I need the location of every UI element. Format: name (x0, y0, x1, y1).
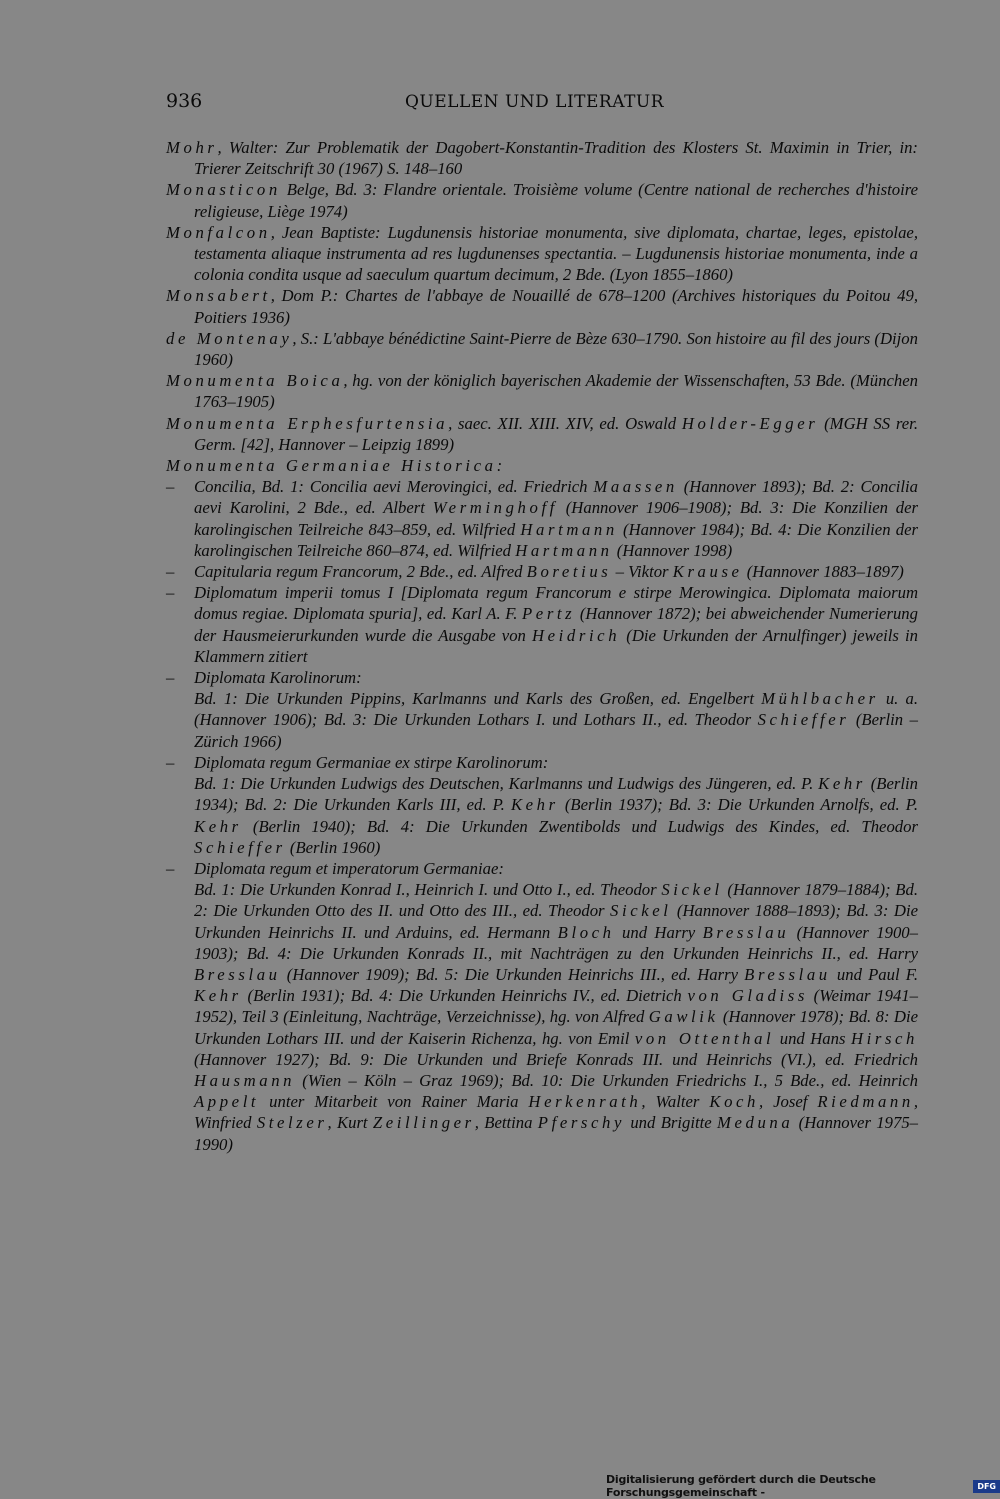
editor-name: Bresslau (194, 964, 281, 984)
entry-text: , Jean Baptiste: Lugdunensis historiae monumenta, sive diplomata, chartae, leges, epistolae, testamenta aliaque instrumenta ad res lugdunenses spectantia. – Lugdunensis historiae monumenta, inde a colonia condita usque ad saeculum quartum decimum, 2 Bde. (Lyon 1855–1860) (194, 222, 918, 285)
entry-text: Bd. 1: Die Urkunden Ludwigs des Deutschen, Karlmanns und Ludwigs des Jüngeren, ed. P. (194, 774, 819, 794)
editor-name: Meduna (717, 1113, 794, 1133)
entry-text: , saec. XII. XIII. XIV, ed. Oswald (448, 413, 682, 433)
editor-name: Mühlbacher (761, 689, 879, 709)
entry-text: (Hannover 1879–1884); Bd. 2: Die Urkunden Otto des II. und Otto des III., ed. Theodor (194, 880, 918, 921)
entry-text: (Berlin 1940); Bd. 4: Die Urkunden Zwentibolds und Ludwigs des Kindes, ed. Theodor (241, 816, 918, 836)
entry-text: (Hannover 1984); Bd. 4: Die Konzilien der karolingischen Teilreiche 860–874, ed. Wilfried (194, 519, 918, 560)
editor-name: Hartmann (520, 519, 618, 539)
entry-text: , Bettina (474, 1113, 538, 1133)
bib-entry-monfalcon (166, 222, 918, 286)
editor-name: Kehr (194, 986, 242, 1006)
entry-text: , Winfried (194, 1092, 918, 1133)
bib-entry-monasticon (166, 179, 918, 221)
mgh-series-item (166, 858, 918, 879)
mgh-series-item (166, 476, 918, 561)
mgh-series-item (166, 752, 918, 773)
entry-text: , Walter (641, 1092, 710, 1112)
editor-name: Koch (709, 1092, 759, 1112)
editor-name: Bresslau (744, 964, 831, 984)
editor-name: Kehr (818, 774, 866, 794)
author-name: Monasticon (166, 180, 281, 200)
bib-entry-monumenta-erphesfurtensia (166, 413, 918, 455)
editor-name: Heidrich (532, 625, 621, 645)
name-prefix: de (166, 328, 197, 348)
mgh-series-item (166, 561, 918, 582)
entry-text: (MGH SS rer. Germ. [42], Hannover – Leipzig 1899) (194, 413, 918, 454)
mgh-series-item (166, 667, 918, 688)
editor-name: Kehr (510, 795, 559, 815)
entry-text: , Kurt (327, 1113, 373, 1133)
entry-text: Diplomata regum Germaniae ex stirpe Karolinorum: (194, 752, 549, 772)
entry-text: u. a. (Hannover 1906); Bd. 3: Die Urkunden Lothars I. und Lothars II., ed. Theodor (194, 689, 918, 730)
entry-text: Capitularia regum Francorum, 2 Bde., ed. Alfred (194, 562, 527, 582)
author-name: Monsabert (166, 286, 271, 306)
footer (606, 1473, 1000, 1499)
bib-entry-mgh (166, 455, 918, 476)
running-title: QUELLEN UND LITERATUR (405, 92, 665, 112)
editor-name: von Gladiss (687, 986, 808, 1006)
entry-text: : (496, 456, 503, 476)
mgh-series-list (166, 476, 918, 1155)
entry-text: , Josef (758, 1092, 818, 1112)
entry-text: unter Mitarbeit von Rainer Maria (259, 1092, 529, 1112)
mgh-series-volumes (166, 688, 918, 752)
entry-text: (Hannover 1893); Bd. 2: Concilia aevi Karolini, 2 Bde., ed. Albert (194, 477, 919, 518)
editor-name: Gawlik (648, 1007, 719, 1027)
editor-name: Sickel (610, 901, 672, 921)
entry-text: (Hannover 1900–1903); Bd. 4: Die Urkunden Konrads II., mit Nachträgen zu den Urkunden Heinrichs II., ed. Harry (194, 922, 918, 963)
entry-text: Diplomata Karolinorum: (194, 668, 362, 688)
editor-name: Maassen (593, 477, 678, 497)
editor-name: von Ottenthal (634, 1028, 775, 1048)
entry-text: , hg. von der königlich bayerischen Akademie der Wissenschaften, 53 Bde. (München 1763–1905) (194, 371, 918, 412)
entry-text: , Dom P.: Chartes de l'abbaye de Nouaillé de 678–1200 (Archives historiques du Poitou 49, Poitiers 1936) (194, 286, 918, 327)
author-name: Montenay (196, 328, 293, 348)
bib-entry-montenay (166, 328, 918, 370)
entry-text: , Walter: Zur Problematik der Dagobert-Konstantin-Tradition des Klosters St. Maximin in Trier, in: Trierer Zeitschrift 30 (1967) S. 148–160 (194, 138, 918, 179)
editor-name: Stelzer (256, 1113, 328, 1133)
editor-name: Hartmann (515, 540, 613, 560)
dash-marker: – (166, 858, 175, 878)
entry-text: (Berlin 1934); Bd. 2: Die Urkunden Karls III, ed. P. (194, 774, 918, 815)
entry-text: (Hannover 1906–1908); Bd. 3: Die Konzilien der karolingischen Teilreiche 843–859, ed. Wilfried (194, 498, 919, 539)
editor-name: Krause (672, 562, 743, 582)
entry-text: Bd. 1: Die Urkunden Konrad I., Heinrich I. und Otto I., ed. Theodor (194, 880, 662, 900)
dash-marker: – (166, 583, 175, 603)
editor-name: Schieffer (194, 837, 286, 857)
entry-text: Diplomata regum et imperatorum Germaniae: (194, 858, 504, 878)
entry-text: (Hannover 1883–1897) (742, 562, 904, 582)
editor-name: Boretius (526, 562, 612, 582)
entry-text: (Weimar 1941–1952), Teil 3 (Einleitung, Nachträge, Verzeichnisse), hg. von Alfred (194, 986, 919, 1027)
author-name: Monfalcon (166, 222, 271, 242)
mgh-series-volumes (166, 879, 918, 1155)
entry-text: Belge, Bd. 3: Flandre orientale. Troisième volume (Centre national de recherches d'histoire religieuse, Liège 1974) (194, 180, 918, 221)
entry-text: Diplomatum imperii tomus I [Diplomata regum Francorum e stirpe Merowingica. Diplomata maiorum domus regiae. Diplomata spuria], ed. Karl A. F. (194, 583, 918, 624)
mgh-series-item (166, 582, 918, 667)
entry-text: (Hannover 1909); Bd. 5: Die Urkunden Heinrichs III., ed. Harry (280, 964, 745, 984)
bibliography (166, 137, 918, 1155)
author-name: Monumenta Boica (166, 371, 344, 391)
editor-name: Schieffer (757, 710, 850, 730)
footer-text: Digitalisierung gefördert durch die Deutsche Forschungsgemeinschaft - (606, 1473, 876, 1499)
dash-marker: – (166, 562, 175, 582)
entry-text: (Berlin – Zürich 1966) (194, 710, 918, 751)
dfg-logo: DFG (973, 1480, 1000, 1493)
editor-name: Riedmann (817, 1092, 914, 1112)
entry-text: (Hannover 1978); Bd. 8: Die Urkunden Lothars III. und der Kaiserin Richenza, hg. von Emil (194, 1007, 919, 1048)
bib-entry-mohr (166, 137, 918, 179)
editor-name: Pferschy (537, 1113, 625, 1133)
editor-name: Holder-Egger (681, 413, 819, 433)
entry-text: (Hannover 1872); bei abweichender Numerierung der Hausmeierurkunden wurde die Ausgabe von (194, 604, 918, 645)
editor-name: Kehr (194, 816, 242, 836)
entry-text: (Hannover 1975–1990) (194, 1113, 919, 1154)
entry-text: (Berlin 1937); Bd. 3: Die Urkunden Arnolfs, ed. P. (558, 795, 918, 815)
entry-text: (Wien – Köln – Graz 1969); Bd. 10: Die Urkunden Friedrichs I., 5 Bde., ed. Heinrich (295, 1070, 918, 1090)
bib-entry-monumenta-boica (166, 370, 918, 412)
entry-text: und Paul F. (830, 964, 918, 984)
entry-text: (Hannover 1927); Bd. 9: Die Urkunden und Briefe Konrads III. und Heinrichs (VI.), ed. Friedrich (194, 1049, 918, 1069)
entry-text: Concilia, Bd. 1: Concilia aevi Merovingici, ed. Friedrich (194, 477, 594, 497)
entry-text: – Viktor (611, 562, 673, 582)
editor-name: Werminghoff (432, 498, 558, 518)
editor-name: Bloch (557, 922, 615, 942)
author-name: Monumenta Erphesfurtensia (166, 413, 449, 433)
editor-name: Sickel (661, 880, 723, 900)
entry-text: (Hannover 1888–1893); Bd. 3: Die Urkunden Heinrichs II. und Arduins, ed. Hermann (194, 901, 919, 942)
editor-name: Hirsch (850, 1028, 918, 1048)
editor-name: Pertz (522, 604, 576, 624)
author-name: Monumenta Germaniae Historica (166, 456, 497, 476)
entry-text: und Brigitte (624, 1113, 718, 1133)
dash-marker: – (166, 477, 175, 497)
page-number: 936 (166, 90, 203, 112)
dash-marker: – (166, 752, 175, 772)
entry-text: (Berlin 1960) (285, 837, 381, 857)
entry-text: und Harry (614, 922, 703, 942)
editor-name: Appelt (194, 1092, 260, 1112)
dash-marker: – (166, 668, 175, 688)
bib-entry-monsabert (166, 285, 918, 327)
entry-text: (Die Urkunden der Arnulfinger) jeweils in Klammern zitiert (194, 625, 918, 666)
entry-text: Bd. 1: Die Urkunden Pippins, Karlmanns und Karls des Großen, ed. Engelbert (194, 689, 762, 709)
editor-name: Zeillinger (372, 1113, 475, 1133)
entry-text: (Hannover 1998) (612, 540, 733, 560)
entry-text: (Berlin 1931); Bd. 4: Die Urkunden Heinrichs IV., ed. Dietrich (241, 986, 688, 1006)
entry-text: und Hans (774, 1028, 851, 1048)
mgh-series-volumes (166, 773, 918, 858)
entry-text: , S.: L'abbaye bénédictine Saint-Pierre de Bèze 630–1790. Son histoire au fil des jours (Dijon 1960) (194, 328, 918, 370)
editor-name: Hausmann (194, 1070, 296, 1090)
editor-name: Bresslau (702, 922, 790, 942)
author-name: Mohr (166, 138, 218, 157)
editor-name: Herkenrath (528, 1092, 642, 1112)
